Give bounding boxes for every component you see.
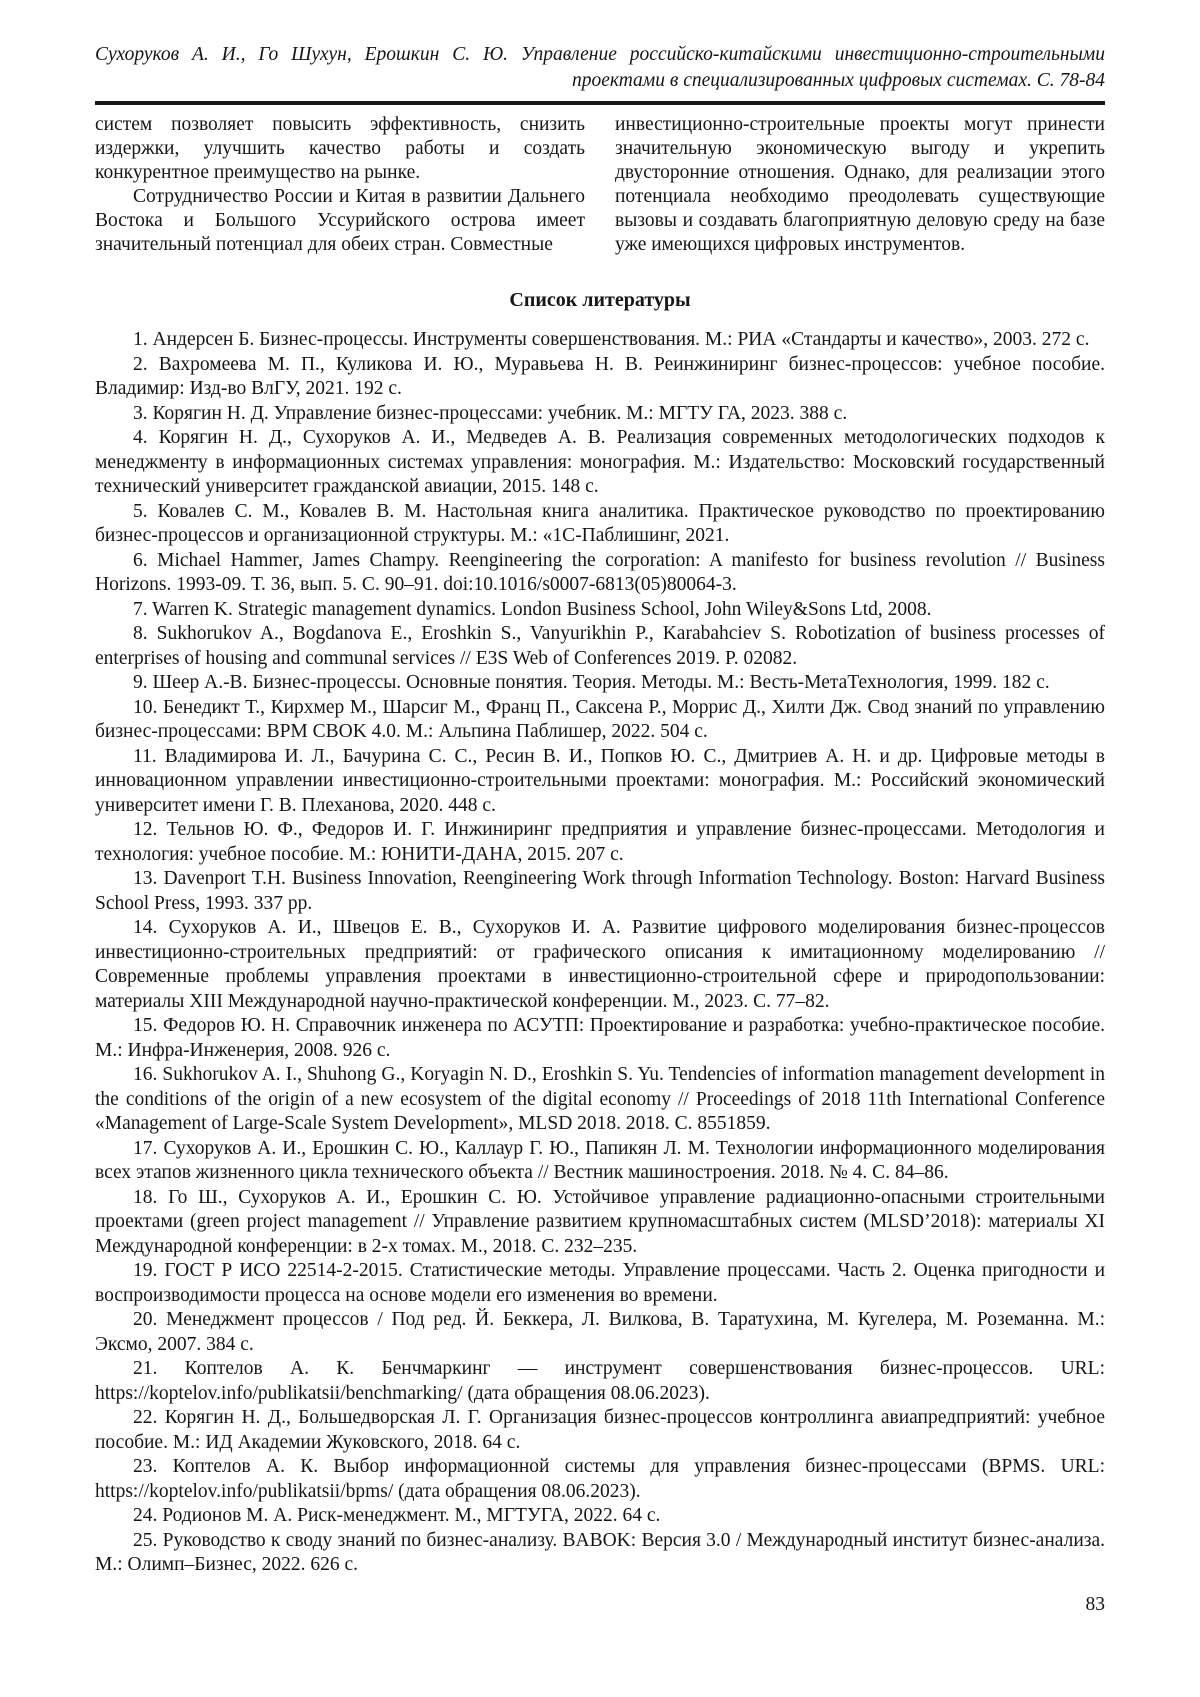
reference-item: 7. Warren K. Strategic management dynamics. London Business School, John Wiley&Sons Ltd, 2008. — [133, 598, 932, 620]
reference-item: 21. Коптелов А. К. Бенчмаркинг — инструмент совершенствования бизнес-процессов. URL: https://koptelov.info/publikatsii/benchmarking/ (дата обращения 08.06.2023). — [95, 1358, 1105, 1404]
reference-item: 22. Корягин Н. Д., Большедворская Л. Г. Организация бизнес-процессов контроллинга авиапредприятий: учебное пособие. М.: ИД Академии Жуковского, 2018. 64 с. — [95, 1407, 1105, 1453]
reference-item: 14. Сухоруков А. И., Швецов Е. В., Сухоруков И. А. Развитие цифрового моделирования бизнес-процессов инвестиционно-строительных предприятий: от графического описания к имитационному моделированию // Современные проблемы управления проектами в инвестиционно-строительной сфере и природопользовании: материалы XIII Международной научно-практической конференции. М., 2023. С. 77–82. — [95, 917, 1105, 1012]
page-number: 83 — [1085, 1594, 1105, 1615]
reference-item: 15. Федоров Ю. Н. Справочник инженера по АСУТП: Проектирование и разработка: учебно-практическое пособие. М.: Инфра-Инженерия, 2008. 926 с. — [95, 1015, 1105, 1061]
running-header: Сухоруков А. И., Го Шухун, Ерошкин С. Ю. Управление российско-китайскими инвестиционно-строительными проектами в специализированных цифровых системах. С. 78-84 — [95, 44, 1105, 91]
right-column — [615, 113, 1105, 257]
reference-item: 6. Michael Hammer, James Champy. Reengineering the corporation: A manifesto for business revolution // Business Horizons. 1993-09. Т. 36, вып. 5. С. 90–91. doi:10.1016/s0007-6813(05)80064-3. — [95, 549, 1105, 595]
reference-item: 20. Менеджмент процессов / Под ред. Й. Беккера, Л. Вилкова, В. Таратухина, М. Кугелера, М. Роземанна. М.: Эксмо, 2007. 384 с. — [95, 1309, 1105, 1355]
reference-item: 16. Sukhorukov A. I., Shuhong G., Koryagin N. D., Eroshkin S. Yu. Tendencies of information management development in the conditions of the origin of a new ecosystem of the digital economy // Proceedings of 2018 11th International Conference «Management of Large-Scale System Development», MLSD 2018. 2018. С. 8551859. — [95, 1064, 1105, 1134]
reference-item: 13. Davenport T.H. Business Innovation, Reengineering Work through Information Technology. Boston: Harvard Business School Press, 1993. 337 pp. — [95, 868, 1105, 914]
reference-item: 8. Sukhorukov A., Bogdanova E., Eroshkin S., Vanyurikhin P., Karabahciev S. Robotization of business processes of enterprises of housing and communal services // E3S Web of Conferences 2019. P. 02082. — [95, 623, 1105, 669]
reference-item: 19. ГОСТ Р ИСО 22514-2-2015. Статистические методы. Управление процессами. Часть 2. Оценка пригодности и воспроизводимости процесса на основе модели его изменения во времени. — [95, 1260, 1105, 1306]
reference-item: 5. Ковалев С. М., Ковалев В. М. Настольная книга аналитика. Практическое руководство по проектированию бизнес-процессов и организационной структуры. М.: «1С-Паблишинг, 2021. — [95, 500, 1105, 546]
references-heading: Список литературы — [509, 289, 691, 311]
left-column — [95, 113, 585, 257]
reference-item: 24. Родионов М. А. Риск-менеджмент. М., МГТУГА, 2022. 64 с. — [133, 1505, 661, 1526]
reference-item: 10. Бенедикт Т., Кирхмер М., Шарсиг М., Франц П., Саксена Р., Моррис Д., Хилти Дж. Свод знаний по управлению бизнес-процессами: BPM CBOK 4.0. М.: Альпина Паблишер, 2022. 504 с. — [95, 696, 1105, 742]
reference-item: 3. Корягин Н. Д. Управление бизнес-процессами: учебник. М.: МГТУ ГА, 2023. 388 с. — [133, 402, 848, 424]
references-list — [95, 328, 1105, 1578]
two-column-text — [95, 113, 1105, 257]
reference-item: 1. Андерсен Б. Бизнес-процессы. Инструменты совершенствования. М.: РИА «Стандарты и качество», 2003. 272 с. — [133, 329, 1090, 350]
body-paragraph: инвестиционно-строительные проекты могут принести значительную экономическую выгоду и укрепить двусторонние отношения. Однако, для реализации этого потенциала необходимо преодолевать существующие вызовы и создавать благоприятную деловую среду на базе уже имеющихся цифровых инструментов. — [615, 114, 1105, 255]
body-paragraph: систем позволяет повысить эффективность, снизить издержки, улучшить качество работы и создать конкурентное преимущество на рынке. — [95, 114, 585, 183]
reference-item: 9. Шеер А.-В. Бизнес-процессы. Основные понятия. Теория. Методы. М.: Весть-МетаТехнология, 1999. 182 с. — [133, 672, 1050, 693]
body-paragraph: Сотрудничество России и Китая в развитии Дальнего Востока и Большого Уссурийского острова имеет значительный потенциал для обеих стран. Совместные — [95, 186, 585, 255]
reference-item: 25. Руководство к своду знаний по бизнес-анализу. BABOK: Версия 3.0 / Международный институт бизнес-анализа. М.: Олимп–Бизнес, 2022. 626 с. — [95, 1529, 1105, 1575]
header-rule — [95, 101, 1105, 105]
reference-item: 23. Коптелов А. К. Выбор информационной системы для управления бизнес-процессами (BPMS. URL: https://koptelov.info/publikatsii/bpms/ (дата обращения 08.06.2023). — [95, 1456, 1105, 1502]
reference-item: 18. Го Ш., Сухоруков А. И., Ерошкин С. Ю. Устойчивое управление радиационно-опасными строительными проектами (green project management // Управление развитием крупномасштабных систем (MLSD’2018): материалы XI Международной конференции: в 2-х томах. М., 2018. С. 232–235. — [95, 1186, 1105, 1257]
reference-item: 2. Вахромеева М. П., Куликова И. Ю., Муравьева Н. В. Реинжиниринг бизнес-процессов: учебное пособие. Владимир: Изд-во ВлГУ, 2021. 192 с. — [95, 353, 1105, 399]
reference-item: 11. Владимирова И. Л., Бачурина С. С., Ресин В. И., Попков Ю. С., Дмитриев А. Н. и др. Цифровые методы в инновационном управлении инвестиционно-строительными проектами: монография. М.: Российский экономический университет имени Г. В. Плеханова, 2020. 448 с. — [95, 745, 1105, 816]
reference-item: 17. Сухоруков А. И., Ерошкин С. Ю., Каллаур Г. Ю., Папикян Л. М. Технологии информационного моделирования всех этапов жизненного цикла технического объекта // Вестник машиностроения. 2018. № 4. С. 84–86. — [95, 1137, 1105, 1183]
reference-item: 12. Тельнов Ю. Ф., Федоров И. Г. Инжиниринг предприятия и управление бизнес-процессами. Методология и технология: учебное пособие. М.: ЮНИТИ-ДАНА, 2015. 207 с. — [95, 819, 1105, 865]
reference-item: 4. Корягин Н. Д., Сухоруков А. И., Медведев А. В. Реализация современных методологических подходов к менеджменту в информационных системах управления: монография. М.: Издательство: Московский государственный технический университет гражданской авиации, 2015. 148 с. — [95, 427, 1105, 497]
